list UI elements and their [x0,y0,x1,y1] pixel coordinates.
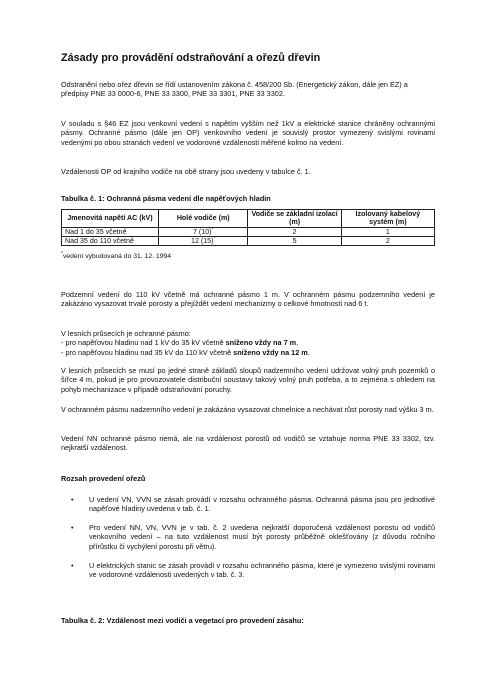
bullet-icon: • [71,561,74,570]
forest-line-2: - pro napěťovou hladinu nad 35 kV do 110 kV včetně sníženo vždy na 12 m. [61,347,310,357]
table2-caption: Tabulka č. 2: Vzdálenost mezi vodiči a vegetací pro provedení zásahu: [61,616,304,625]
forest-line-1: - pro napěťovou hladinu nad 1 kV do 35 kV včetně sníženo vždy na 7 m, [61,338,299,348]
table-header-cell: Jmenovitá napětí AC (kV) [62,210,159,228]
table-cell: 1 [341,227,434,236]
bullet-icon: • [71,523,74,532]
list-item: • U elektrických stanic se zásah provádí v rozsahu ochranného pásma, které je vymezeno svislými rovinami ve vodorovné vzdálenosti uvedených v tab. č. 3. [71,561,435,580]
shrubs-paragraph: V ochranném pásmu nadzemního vedení je zakázáno vysazovat chmelnice a nechávat růst porosty nad výšku 3 m. [61,405,434,414]
table-header-cell: Vodiče se základní izolací (m) [248,210,341,228]
table1-caption: Tabulka č. 1: Ochranná pásma vedení dle napěťových hladin [61,194,271,203]
protection-zones-table [61,209,435,246]
table-cell: Nad 1 do 35 včetně [62,227,159,236]
table-cell: 2 [248,227,341,236]
list-item: • Pro vedení NN, VN, VVN je v tab. č. 2 uvedena nejkratší doporučená vzdálenost porostu od vodičů venkovního vedení – na tuto vzdálenost musí být porosty průběžně oklešťovány (z důvodu ročního přírůstku či vychýlení porostu při větru). [71,523,435,551]
page-title: Zásady pro provádění odstraňování a ořezů dřevin [61,52,321,64]
intro-paragraph: Odstranění nebo ořez dřevin se řídí ustanovením zákona č. 458/200 Sb. (Energetický zákon, dále jen EZ) a předpisy PNE 33 0000-6, PNE 33 3300, PNE 33 3301, PNE 33 3302. [61,80,408,99]
bullet-icon: • [71,495,74,504]
nn-paragraph: Vedení NN ochranné pásmo nemá, ale na vzdálenost porostů od vodičů se vztahuje norma PNE 33 3302, tzv. nejkratší vzdálenost. [61,434,435,453]
underground-paragraph: Podzemní vedení do 110 kV včetně má ochranné pásmo 1 m. V ochranném pásmu podzemního vedení je zakázáno vysazovat trvalé porosty a přejíždět vedení mechanizmy o celkové hmotnosti nad 6 t. [61,290,435,309]
table-header-cell: Izolovaný kabelový systém (m) [341,210,434,228]
free-strip-paragraph: V lesních průsecích se musí po jedné straně základů sloupů nadzemního vedení udržovat volný pruh pozemků o šířce 4 m, pokud je pro provozovatele distribuční soustavy takový volný pruh potřeba, a to zejména s ohledem na pohyb mechanizace v případě odstraňování poruchy. [61,366,435,394]
table-cell: 7 (10)* [158,227,248,236]
section-heading: Rozsah provedení ořezů [61,474,146,483]
table-cell: Nad 35 do 110 včetně [62,236,159,245]
table-row [62,236,435,245]
table-row [62,227,435,236]
table1-footnote: *vedení vybudovaná do 31. 12. 1994 [61,251,172,260]
table-cell: 12 (15)* [158,236,248,245]
protection-zone-paragraph: V souladu s §46 EZ jsou venkovní vedení s napětím vyšším než 1kV a elektrické stanice chráněny ochrannými pásmy. Ochranné pásmo (dále jen OP) venkovního vedení je souvislý prostor vymezený svislými rovinami vedenými po obou stranách vedení ve vodorovné vzdálenosti měřené kolmo na vedení. [61,119,435,147]
list-item: • U vedení VN, VVN se zásah provádí v rozsahu ochranného pásma. Ochranná pásma jsou pro jednotlivé napěťové hladiny uvedena v tab. č. 1. [71,495,435,514]
table-cell: 5 [248,236,341,245]
table-header-row [62,210,435,228]
table-header-cell: Holé vodiče (m) [158,210,248,228]
table-cell: 2 [341,236,434,245]
forest-clearing-paragraph: V lesních průsecích je ochranné pásmo: - pro napěťovou hladinu nad 1 kV do 35 kV včetně sníženo vždy na 7 m, - pro napěťovou hladinu nad 35 kV do 110 kV včetně sníženo vždy na 12 m. [61,329,435,357]
distance-paragraph: Vzdálenosti OP od krajního vodiče na obě strany jsou uvedeny v tabulce č. 1. [61,167,311,176]
